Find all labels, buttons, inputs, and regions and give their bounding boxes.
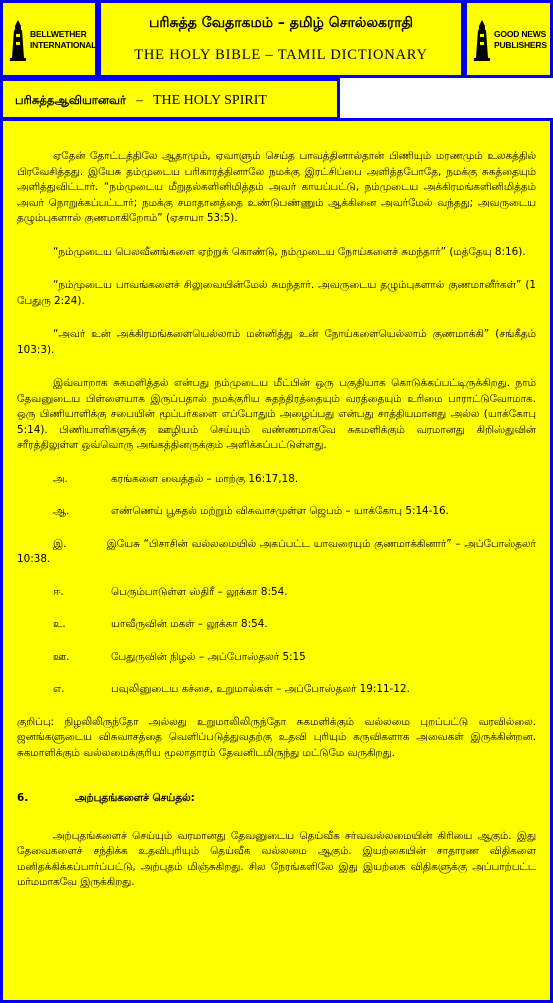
section-title-tamil: பரிசுத்தஆவியானவர்: [15, 93, 126, 107]
paragraph: “நம்முடைய பாவங்களைச் சிலுவையின்மேல் சுமந்தார். அவருடைய தழும்புகளால் குணமானீர்கள்” (1 பேதுரு 2:24).: [17, 279, 536, 307]
list-text: பவுலினுடைய கச்சை, உறுமால்கள் – அப்போஸ்தலர் 19:11-12.: [111, 683, 410, 695]
list-marker: இ.: [53, 537, 67, 550]
list-text: எண்ணெய் பூசுதல் மற்றும் விசுவாசமுள்ள ஜெபம் – யாக்கோபு 5:14-16.: [111, 505, 449, 517]
list-item: [17, 585, 536, 601]
list-marker: ஊ.: [53, 650, 70, 663]
list-text: யாவீருவின் மகள் – லூக்கா 8:54.: [111, 618, 268, 630]
list-item: [17, 650, 536, 666]
list-item: [17, 537, 536, 568]
lighthouse-icon: [473, 18, 491, 62]
title-box: [98, 0, 464, 78]
section-title-box: [0, 78, 340, 120]
logo-right-box: [464, 0, 553, 78]
list-marker: உ.: [53, 618, 66, 630]
main-content-box: [0, 118, 553, 1003]
note-paragraph: குறிப்பு: நிழலிலிருந்தோ அல்லது உறுமாலிலிருந்தோ சுகமளிக்கும் வல்லமை புறப்பட்டு வரவில்லை. ஜனங்களுடைய விசுவாசத்தை வெளிப்படுத்துவதற்கு உதவி புரியும் கருவிகளாக அவைகள் இருக்கின்றன. சுகமாளிக்கும் வல்லமைக்குரிய மூலாதாரம் தேவனிடமிருந்து மட்டுமே வருகிறது.: [17, 715, 536, 759]
paragraph: “நம்முடைய பெலவீனங்களை ஏற்றுக் கொண்டு, நம்முடைய நோய்களைச் சுமந்தார்” (மத்தேயு 8:16).: [53, 245, 526, 258]
logo-left-box: [0, 0, 98, 78]
paragraph: அற்புதங்களைச் செய்யும் வரமானது தேவனுடைய தெய்வீக சர்வவல்லமையின் கிரியை ஆகும். இது தேவைகளைச் சந்திக்க உதவிபுரியும் தெய்வீக வல்லமை ஆகும். இயற்கையின் சாதாரண விதிகளை மனிதக்கிக்கப்பார்ப்பட்டு, அற்புதம் மிஞ்சுகிறது. சில நேரங்களிலே இது இயற்கை விதிகளுக்கு அப்பாற்பட்ட மர்மமாகவே இருக்கிறது.: [17, 829, 536, 888]
list-marker: ஆ.: [53, 505, 70, 517]
list-text: பேதுருவின் நிழல் – அப்போஸ்தலர் 5:15: [111, 650, 306, 663]
lighthouse-icon: [9, 18, 27, 62]
heading-text: அற்புதங்களைச் செய்தல்:: [75, 792, 195, 804]
article-body: [17, 149, 536, 909]
section-separator: –: [135, 93, 143, 108]
list-text: இயேசு “பிசாசின் வல்லமையில் அகப்பட்ட யாவரையும் குணமாக்கினார்” – அப்போஸ்தலர் 10:38.: [17, 537, 536, 565]
paragraph: “அவர் உன் அக்கிரமங்களையெல்லாம் மன்னித்து உன் நோய்களையெல்லாம் குணமாக்கி” (சங்கீதம் 103:3).: [17, 328, 536, 356]
paragraph: இவ்வாறாக சுகமளித்தல் என்பது நம்முடைய மீட்பின் ஒரு பகுதியாக கொடுக்கப்பட்டிருக்கிறது. நாம் தேவனுடைய பிள்ளையாக இருப்பதால் நமக்குரிய சுதந்திரத்தையும் வரத்தையும் உரிமை பாராட்டுவோமாக. ஒரு பிணியாளிக்கு சபையின் மூப்பர்களை எப்போதும் அழைப்பது என்பது சாத்தியமானது அல்ல (யாக்கோபு 5:14). பிணியாளிகளுக்கு ஊழியம் செய்யும் வண்ணமாகவே சுகமளிக்கும் வரமானது கிறிஸ்துவின் சரீரத்திலுள்ள ஒவ்வொரு அங்கத்தினருக்கும் அளிக்கப்பட்டுள்ளது.: [17, 377, 536, 451]
list-text: பெரும்பாடுள்ள ஸ்திரீ – லூக்கா 8:54.: [111, 585, 288, 598]
section-title-english: THE HOLY SPIRIT: [152, 93, 267, 108]
list-item: [17, 617, 536, 633]
title-english: THE HOLY BIBLE – TAMIL DICTIONARY: [134, 47, 428, 63]
right-logo-text: GOOD NEWS PUBLISHERS: [494, 28, 547, 50]
list-marker: ஈ.: [53, 585, 64, 598]
paragraph: ஏதேன் தோட்டத்திலே ஆதாமும், ஏவாளும் செய்த பாவத்தினால்தான் பிணியும் மரணமும் உலகத்தில் பிரவேசித்தது. இயேசு தம்முடைய பரிகாரத்தினாலே நமக்கு இரட்சிப்பை அளித்தபோதே, நமக்கு சுகத்தையும் அளித்துவிட்டார். “நம்முடைய மீறுதல்களினிமித்தம் அவர் காயப்பட்டு, நம்முடைய அக்கிரமங்களினிமித்தம் அவர் நொறுக்கப்பட்டார்; நமக்கு சமாதானத்தை உண்டுபண்ணும் ஆக்கினை அவர்மேல் வந்தது; அவருடைய தழும்புகளால் குணமாகிறோம்” (ஏசாயா 53:5).: [17, 150, 536, 224]
list-marker: அ.: [53, 472, 68, 485]
list-item: [17, 472, 536, 488]
heading-number: 6.: [17, 792, 29, 804]
list-text: கரங்களை வைத்தல் – மாற்கு 16:17,18.: [111, 472, 299, 485]
bellwether-logo: [9, 13, 97, 67]
list-marker: எ.: [53, 683, 65, 695]
list-item: [17, 504, 536, 520]
subsection-heading: [17, 791, 536, 807]
title-tamil: பரிசுத்த வேதாகமம் – தமிழ் சொல்லகராதி: [149, 15, 413, 31]
left-logo-text: BELLWETHER INTERNATIONAL: [30, 28, 97, 50]
list-item: [17, 682, 536, 698]
section-title: [15, 92, 267, 109]
good-news-logo: [473, 13, 547, 67]
